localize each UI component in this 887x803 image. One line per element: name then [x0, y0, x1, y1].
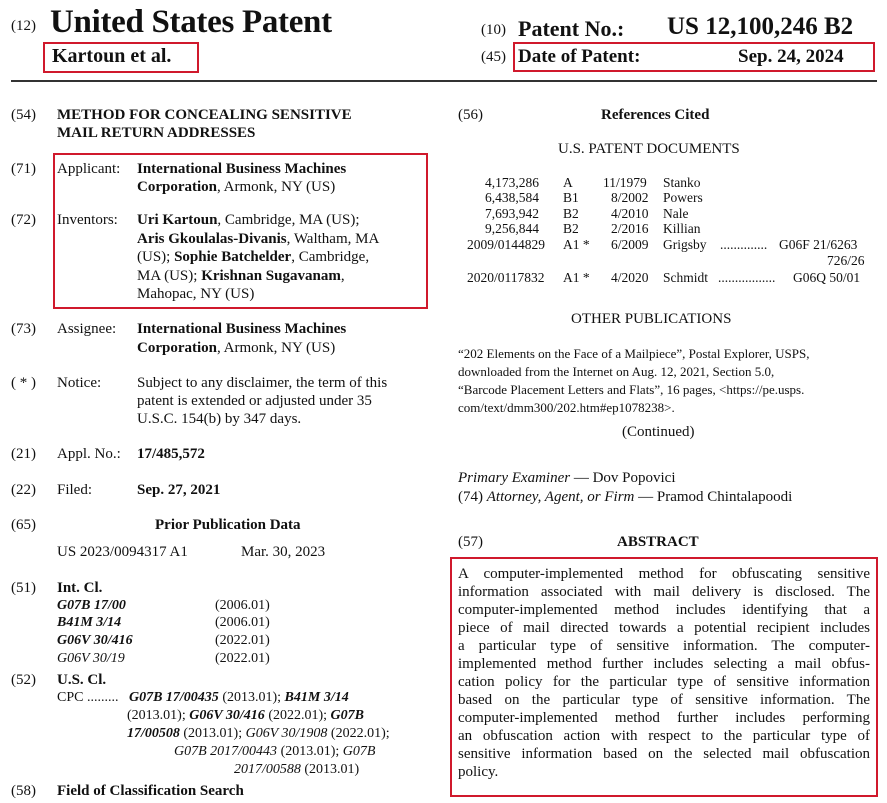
inventor-line-4: MA (US); Krishnan Sugavanam,: [137, 268, 345, 284]
prior-pub-number: US 2023/0094317 A1: [57, 544, 188, 560]
attorney: (74) Attorney, Agent, or Firm — Pramod Chintalapoodi: [458, 489, 793, 505]
inid-code-56: (56): [458, 107, 483, 123]
inid-code-52: (52): [11, 672, 36, 688]
patent-no-label: Patent No.:: [518, 16, 625, 41]
inid-code-65: (65): [11, 517, 36, 533]
abstract-line: computer-implemented method includes identifying that a: [458, 602, 870, 618]
invention-title-line2: MAIL RETURN ADDRESSES: [57, 125, 256, 141]
reference-row: 726/26: [827, 253, 865, 268]
cpc-line-5: 2017/00588 (2013.01): [234, 762, 360, 777]
other-pub-line1: “202 Elements on the Face of a Mailpiece”, Postal Explorer, USPS,: [458, 346, 810, 361]
header-rule: [11, 80, 877, 82]
reference-row: 2020/0117832 A1 * 4/2020 Schmidt ................. G06Q 50/01: [467, 270, 861, 285]
us-cl-heading: U.S. Cl.: [57, 672, 107, 688]
abstract-line: computer-implemented method further includes performing: [458, 710, 870, 726]
filed-date: Sep. 27, 2021: [137, 482, 221, 498]
assignee-line2: Corporation, Armonk, NY (US): [137, 340, 336, 356]
notice-line1: Subject to any disclaimer, the term of this: [137, 375, 388, 391]
other-publications-heading: OTHER PUBLICATIONS: [571, 311, 732, 327]
abstract-line: an obfuscation action with respect to the particular type of: [458, 728, 870, 744]
abstract-line: based on the particular type of sensitive information. The: [458, 692, 870, 708]
prior-pub-heading: Prior Publication Data: [155, 517, 301, 533]
notice-label: Notice:: [57, 375, 102, 391]
abstract-line: piece of mail directed towards a potential recipient includes: [458, 620, 870, 636]
applicant-line1: International Business Machines: [137, 161, 347, 177]
abstract-line: policy.: [458, 764, 499, 780]
int-cl-date: (2022.01): [215, 633, 270, 648]
assignee-label: Assignee:: [57, 321, 117, 337]
invention-title-line1: METHOD FOR CONCEALING SENSITIVE: [57, 107, 352, 123]
inid-code-45: (45): [481, 49, 506, 65]
filed-label: Filed:: [57, 482, 93, 498]
applicant-line2: Corporation, Armonk, NY (US): [137, 179, 336, 195]
int-cl-code: B41M 3/14: [57, 615, 122, 630]
int-cl-date: (2022.01): [215, 651, 270, 666]
abstract-line: A computer-implemented method for obfuscating sensitive: [458, 566, 870, 582]
inid-code-54: (54): [11, 107, 36, 123]
inid-code-star: ( * ): [11, 375, 36, 391]
cpc-line-4: G07B 2017/00443 (2013.01); G07B: [174, 744, 376, 759]
assignee-line1: International Business Machines: [137, 321, 347, 337]
abstract-line: sensitive information based on the selected mail obfuscation: [458, 746, 870, 762]
int-cl-date: (2006.01): [215, 598, 270, 613]
patent-type-title: United States Patent: [50, 4, 332, 40]
patent-number: US 12,100,246 B2: [667, 13, 854, 40]
notice-line2: patent is extended or adjusted under 35: [137, 393, 372, 409]
appl-no: 17/485,572: [137, 446, 205, 462]
other-pub-line4: com/text/dmm300/202.htm#ep1078238>.: [458, 400, 675, 415]
date-highlight-box: [513, 42, 875, 72]
inventors-label: Inventors:: [57, 212, 118, 228]
int-cl-code: G07B 17/00: [57, 598, 126, 613]
inid-code-10: (10): [481, 22, 506, 38]
prior-pub-date: Mar. 30, 2023: [241, 544, 326, 560]
date-of-patent: Sep. 24, 2024: [738, 46, 844, 67]
inid-code-21: (21): [11, 446, 36, 462]
references-heading: References Cited: [601, 107, 710, 123]
primary-examiner: Primary Examiner — Dov Popovici: [458, 470, 676, 486]
inid-code-51: (51): [11, 580, 36, 596]
us-patent-docs-heading: U.S. PATENT DOCUMENTS: [558, 141, 740, 157]
abstract-line: a particular type of sensitive information. The computer-: [458, 638, 870, 654]
abstract-line: cation policy for the particular type of sensitive information: [458, 674, 870, 690]
cpc-line-3: 17/00508 (2013.01); G06V 30/1908 (2022.01);: [127, 726, 390, 741]
inventor-line-1: Uri Kartoun, Cambridge, MA (US);: [137, 212, 360, 228]
abstract-line: implemented method further includes selecting a mail obfus-: [458, 656, 870, 672]
int-cl-code: G06V 30/416: [57, 633, 133, 648]
inid-code-22: (22): [11, 482, 36, 498]
abstract-heading: ABSTRACT: [617, 534, 699, 550]
cpc-line-2: (2013.01); G06V 30/416 (2022.01); G07B: [127, 708, 364, 723]
applicant-label: Applicant:: [57, 161, 121, 177]
date-of-patent-label: Date of Patent:: [518, 46, 641, 67]
inid-code-12: (12): [11, 18, 36, 34]
int-cl-heading: Int. Cl.: [57, 580, 103, 596]
inid-code-71: (71): [11, 161, 36, 177]
inid-code-72: (72): [11, 212, 36, 228]
int-cl-date: (2006.01): [215, 615, 270, 630]
inid-code-57: (57): [458, 534, 483, 550]
abstract-body: [458, 565, 870, 781]
inventor-line-2: Aris Gkoulalas-Divanis, Waltham, MA: [137, 231, 380, 247]
cpc-line-1: CPC ......... G07B 17/00435 (2013.01); B41M 3/14: [57, 690, 349, 705]
other-pub-line2: downloaded from the Internet on Aug. 12, 2021, Section 5.0,: [458, 364, 775, 379]
authors-highlight-box: [43, 42, 199, 73]
field-of-search-heading: Field of Classification Search: [57, 783, 244, 799]
int-cl-code: G06V 30/19: [57, 651, 125, 666]
continued-label: (Continued): [622, 424, 695, 440]
appl-no-label: Appl. No.:: [57, 446, 121, 462]
inventor-line-3: (US); Sophie Batchelder, Cambridge,: [137, 249, 370, 265]
authors: Kartoun et al.: [52, 45, 172, 67]
inventor-line-5: Mahopac, NY (US): [137, 286, 255, 302]
reference-row: 2009/0144829 A1 * 6/2009 Grigsby .............. G06F 21/6263: [467, 237, 858, 252]
reference-row: 7,693,942 B2 4/2010 Nale: [485, 206, 689, 221]
other-pub-line3: “Barcode Placement Letters and Flats”, 16 pages, <https://pe.usps.: [458, 382, 805, 397]
reference-row: 4,173,286 A 11/1979 Stanko: [485, 175, 701, 190]
notice-line3: U.S.C. 154(b) by 347 days.: [137, 411, 302, 427]
abstract-line: information associated with mail delivery is disclosed. The: [458, 584, 870, 600]
inid-code-73: (73): [11, 321, 36, 337]
inid-code-58: (58): [11, 783, 36, 799]
reference-row: 6,438,584 B1 8/2002 Powers: [485, 190, 703, 205]
reference-row: 9,256,844 B2 2/2016 Killian: [485, 221, 701, 236]
